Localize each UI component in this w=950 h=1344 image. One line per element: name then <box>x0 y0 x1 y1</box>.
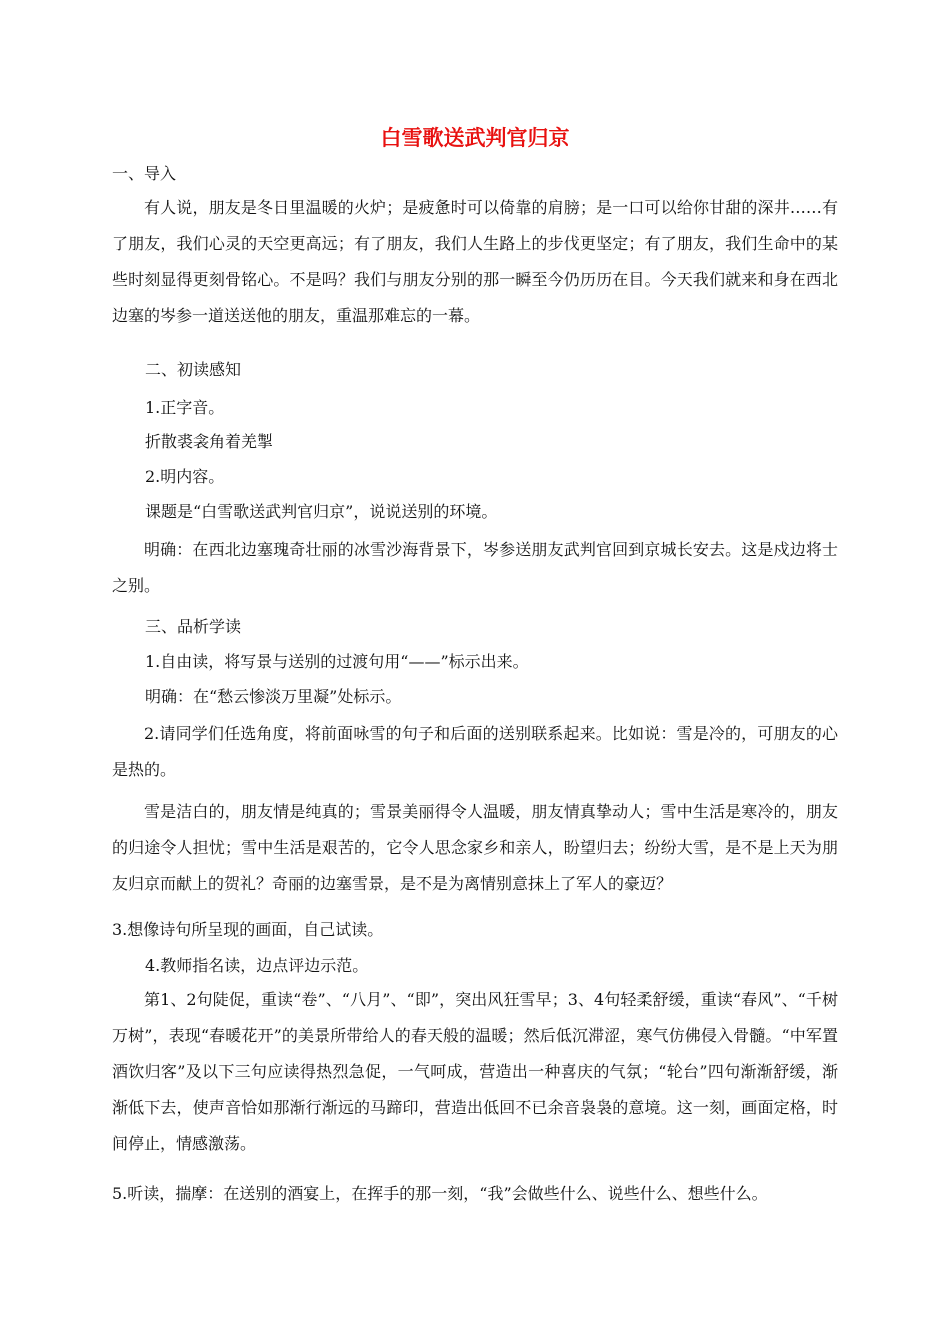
paragraph-topic-question: 课题是“白雪歌送武判官归京”，说说送别的环境。 <box>145 502 498 521</box>
paragraph-answer-transition: 明确：在“愁云惨淡万里凝”处标示。 <box>145 687 402 706</box>
list-item-content: 2.明内容。 <box>145 467 225 486</box>
list-item-free-reading: 1.自由读，将写景与送别的过渡句用“——”标示出来。 <box>145 652 529 671</box>
document-title: 白雪歌送武判官归京 <box>380 126 570 150</box>
list-item-teacher-reading: 4.教师指名读，边点评边示范。 <box>145 956 369 975</box>
list-item-pronunciation: 1.正字音。 <box>145 398 225 417</box>
section-heading-intro: 一、导入 <box>112 164 177 183</box>
list-item-listen: 5.听读，揣摩：在送别的酒宴上，在挥手的那一刻，“我”会做些什么、说些什么、想些什么。 <box>112 1184 768 1203</box>
section-heading-analysis: 三、品析学读 <box>145 617 242 636</box>
list-item-connect-snow: 2.请同学们任选角度，将前面咏雪的句子和后面的送别联系起来。比如说：雪是冷的，可朋友的心是热的。 <box>112 724 838 779</box>
paragraph-intro: 有人说，朋友是冬日里温暖的火炉；是疲惫时可以倚靠的肩膀；是一口可以给你甘甜的深井……有了朋友，我们心灵的天空更高远；有了朋友，我们人生路上的步伐更坚定；有了朋友，我们生命中的某些时刻显得更刻骨铭心。不是吗？我们与朋友分别的那一瞬至今仍历历在目。今天我们就来和身在西北边塞的岑参一道送送他的朋友，重温那难忘的一幕。 <box>112 198 838 325</box>
section-heading-first-reading: 二、初读感知 <box>145 360 242 379</box>
paragraph-answer-setting: 明确：在西北边塞瑰奇壮丽的冰雪沙海背景下，岑参送朋友武判官回到京城长安去。这是戍边将士之别。 <box>112 540 838 595</box>
paragraph-reading-guide: 第1、2句陡促，重读“卷”、“八月”、“即”，突出风狂雪早；3、4句轻柔舒缓，重读“春风”、“千树万树”，表现“春暖花开”的美景所带给人的春天般的温暖；然后低沉滞涩，寒气仿佛侵入骨髓。“中军置酒饮归客”及以下三句应读得热烈急促，一气呵成，营造出一种喜庆的气氛；“轮台”四句渐渐舒缓，渐渐低下去，使声音恰如那渐行渐远的马蹄印，营造出低回不已余音袅袅的意境。这一刻，画面定格，时间停止，情感激荡。 <box>112 990 838 1153</box>
paragraph-snow-friendship: 雪是洁白的，朋友情是纯真的；雪景美丽得令人温暖，朋友情真挚动人；雪中生活是寒冷的，朋友的归途令人担忧；雪中生活是艰苦的，它令人思念家乡和亲人，盼望归去；纷纷大雪，是不是上天为朋友归京而献上的贺礼？奇丽的边塞雪景，是不是为离情别意抹上了军人的豪迈？ <box>112 802 838 893</box>
list-item-imagine: 3.想像诗句所呈现的画面，自己试读。 <box>112 920 384 939</box>
pronunciation-characters: 折散裘衾角着羌掣 <box>145 432 274 451</box>
